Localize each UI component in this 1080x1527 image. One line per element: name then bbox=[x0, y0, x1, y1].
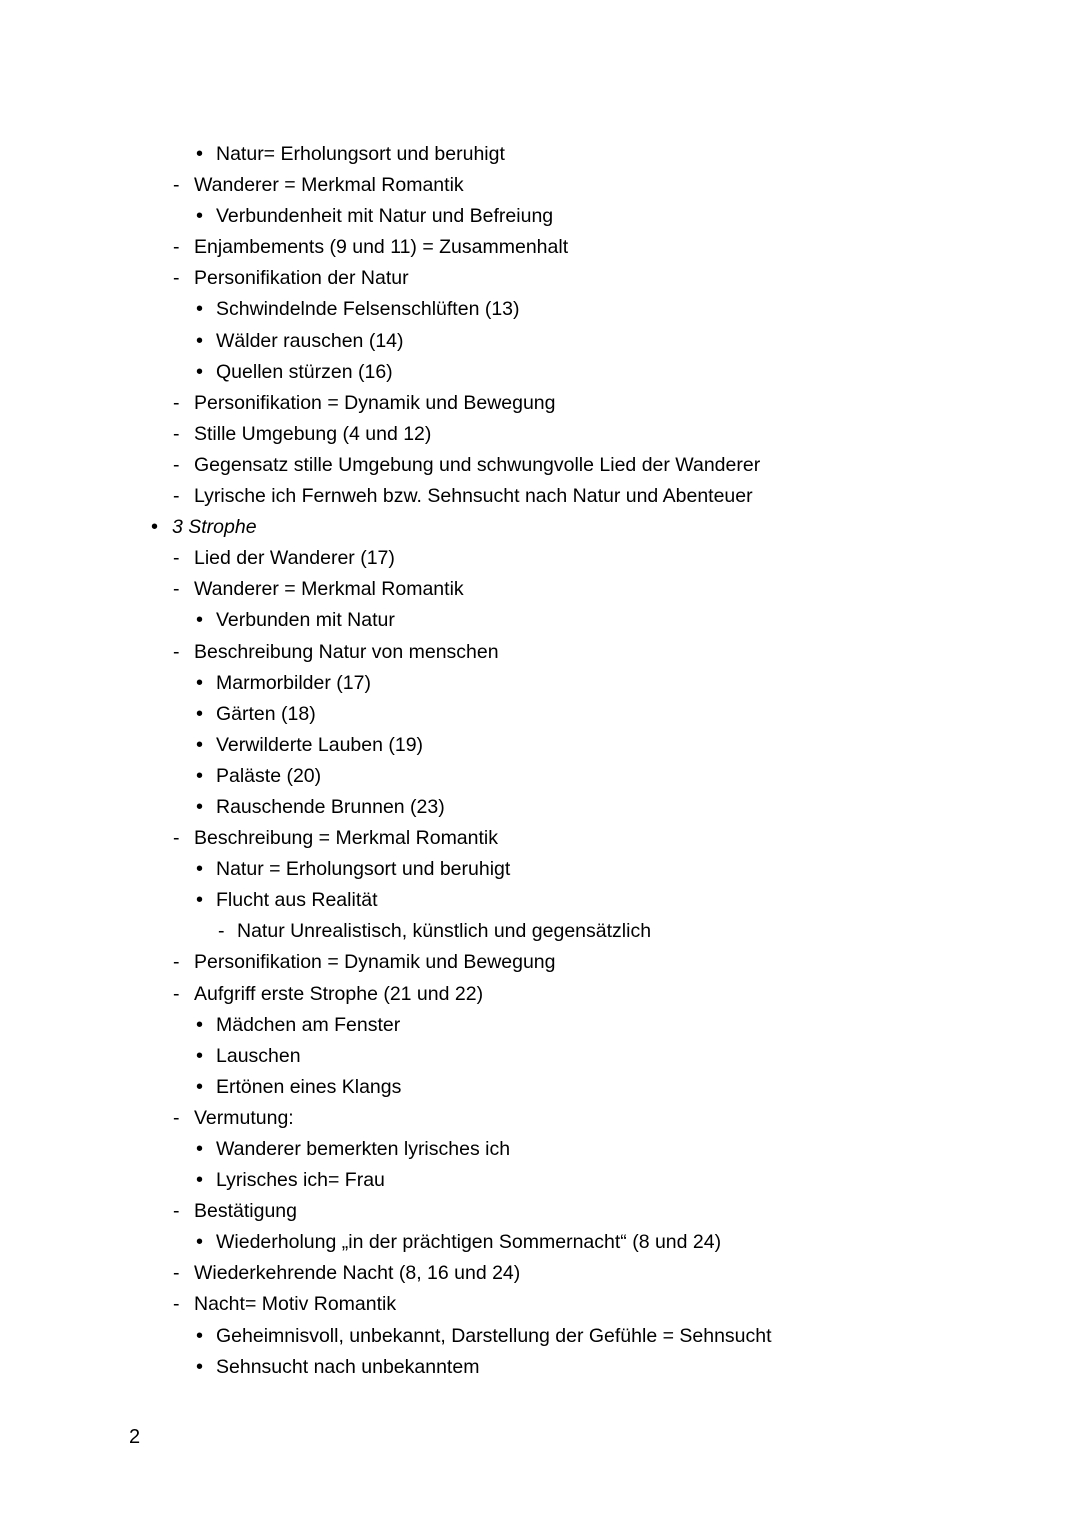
bullet-marker: • bbox=[196, 298, 204, 321]
outline-line bbox=[0, 543, 1080, 574]
dash-marker: - bbox=[173, 951, 180, 974]
outline-text: Wiederkehrende Nacht (8, 16 und 24) bbox=[194, 1262, 521, 1285]
bullet-marker: • bbox=[196, 1044, 204, 1067]
outline-text: Schwindelnde Felsenschlüften (13) bbox=[216, 298, 520, 321]
outline-text: Personifikation = Dynamik und Bewegung bbox=[194, 951, 556, 974]
outline-text: Bestätigung bbox=[194, 1200, 297, 1223]
outline-line bbox=[0, 1134, 1080, 1165]
outline-text: Enjambements (9 und 11) = Zusammenhalt bbox=[194, 236, 569, 259]
bullet-marker: • bbox=[196, 143, 204, 165]
bullet-marker: • bbox=[196, 733, 204, 756]
outline-line bbox=[0, 979, 1080, 1010]
dash-marker: - bbox=[173, 547, 180, 570]
outline-text: Wälder rauschen (14) bbox=[216, 329, 404, 352]
outline-text: Lied der Wanderer (17) bbox=[194, 547, 395, 570]
outline-text: Personifikation = Dynamik und Bewegung bbox=[194, 391, 556, 414]
outline-line bbox=[0, 854, 1080, 885]
outline-text: Personifikation der Natur bbox=[194, 267, 409, 290]
outline-line bbox=[0, 574, 1080, 605]
outline-text: Quellen stürzen (16) bbox=[216, 360, 393, 383]
dash-marker: - bbox=[173, 422, 180, 445]
outline-line bbox=[0, 232, 1080, 263]
outline-text: Flucht aus Realität bbox=[216, 889, 378, 912]
outline-line bbox=[0, 792, 1080, 823]
outline-line bbox=[0, 481, 1080, 512]
outline-line bbox=[0, 1258, 1080, 1289]
outline-line bbox=[0, 637, 1080, 668]
outline-line bbox=[0, 512, 1080, 543]
dash-marker: - bbox=[173, 453, 180, 476]
outline-line bbox=[0, 668, 1080, 699]
outline-text: Lyrisches ich= Frau bbox=[216, 1169, 385, 1192]
outline-text: Beschreibung Natur von menschen bbox=[194, 640, 499, 663]
outline-line bbox=[0, 885, 1080, 916]
outline-text: Aufgriff erste Strophe (21 und 22) bbox=[194, 982, 484, 1005]
dash-marker: - bbox=[173, 640, 180, 663]
outline-text: Sehnsucht nach unbekanntem bbox=[216, 1355, 480, 1378]
outline-text: Wiederholung „in der prächtigen Sommernacht“ (8 und 24) bbox=[216, 1231, 722, 1254]
page-number: 2 bbox=[129, 1426, 141, 1448]
outline-text: Natur= Erholungsort und beruhigt bbox=[216, 143, 505, 165]
outline-line bbox=[0, 170, 1080, 201]
outline-text: Verbundenheit mit Natur und Befreiung bbox=[216, 205, 554, 228]
bullet-marker: • bbox=[196, 1324, 204, 1347]
outline-line bbox=[0, 605, 1080, 636]
outline-text: Gärten (18) bbox=[216, 702, 316, 725]
dash-marker: - bbox=[173, 236, 180, 259]
bullet-marker: • bbox=[196, 609, 204, 632]
outline-text: Natur Unrealistisch, künstlich und gegensätzlich bbox=[237, 920, 652, 943]
outline-line bbox=[0, 450, 1080, 481]
outline-text: Verbunden mit Natur bbox=[216, 609, 395, 632]
outline-text: Mädchen am Fenster bbox=[216, 1013, 401, 1036]
outline-text: Gegensatz stille Umgebung und schwungvolle Lied der Wanderer bbox=[194, 453, 761, 476]
bullet-marker: • bbox=[196, 1075, 204, 1098]
outline-line bbox=[0, 294, 1080, 325]
outline-text: Verwilderte Lauben (19) bbox=[216, 733, 424, 756]
outline-text: Marmorbilder (17) bbox=[216, 671, 371, 694]
bullet-marker: • bbox=[196, 764, 204, 787]
outline-line bbox=[0, 357, 1080, 388]
outline-line bbox=[0, 699, 1080, 730]
dash-marker: - bbox=[173, 267, 180, 290]
outline-text: Nacht= Motiv Romantik bbox=[194, 1293, 397, 1316]
outline-line bbox=[0, 1196, 1080, 1227]
outline-line bbox=[0, 1072, 1080, 1103]
outline-line bbox=[0, 1165, 1080, 1196]
outline-line bbox=[0, 1289, 1080, 1320]
bullet-marker: • bbox=[196, 329, 204, 352]
section-heading: 3 Strophe bbox=[172, 516, 257, 539]
bullet-marker: • bbox=[196, 360, 204, 383]
bullet-marker: • bbox=[196, 702, 204, 725]
dash-marker: - bbox=[173, 174, 180, 197]
outline-line bbox=[0, 1227, 1080, 1258]
bullet-marker: • bbox=[151, 516, 159, 539]
outline-text: Paläste (20) bbox=[216, 764, 322, 787]
outline-text: Ertönen eines Klangs bbox=[216, 1075, 402, 1098]
outline-line bbox=[0, 139, 1080, 170]
outline-line bbox=[0, 388, 1080, 419]
outline-text: Rauschende Brunnen (23) bbox=[216, 795, 445, 818]
bullet-marker: • bbox=[196, 205, 204, 228]
outline-line bbox=[0, 730, 1080, 761]
dash-marker: - bbox=[173, 391, 180, 414]
outline-line bbox=[0, 201, 1080, 232]
dash-marker: - bbox=[173, 982, 180, 1005]
outline-line bbox=[0, 326, 1080, 357]
notes-outline bbox=[0, 139, 1080, 1383]
outline-text: Lauschen bbox=[216, 1044, 301, 1067]
dash-marker: - bbox=[173, 485, 180, 508]
outline-line bbox=[0, 263, 1080, 294]
outline-line bbox=[0, 419, 1080, 450]
dash-marker: - bbox=[173, 1262, 180, 1285]
outline-line bbox=[0, 947, 1080, 978]
outline-text: Geheimnisvoll, unbekannt, Darstellung der Gefühle = Sehnsucht bbox=[216, 1324, 772, 1347]
bullet-marker: • bbox=[196, 858, 204, 881]
bullet-marker: • bbox=[196, 1231, 204, 1254]
outline-text: Wanderer = Merkmal Romantik bbox=[194, 174, 464, 197]
outline-line bbox=[0, 823, 1080, 854]
outline-line bbox=[0, 916, 1080, 947]
outline-text: Vermutung: bbox=[194, 1106, 294, 1129]
outline-line bbox=[0, 1041, 1080, 1072]
dash-marker: - bbox=[173, 1106, 180, 1129]
outline-text: Wanderer = Merkmal Romantik bbox=[194, 578, 464, 601]
bullet-marker: • bbox=[196, 1138, 204, 1160]
outline-line bbox=[0, 761, 1080, 792]
outline-line bbox=[0, 1010, 1080, 1041]
dash-marker: - bbox=[218, 920, 225, 943]
bullet-marker: • bbox=[196, 1169, 204, 1192]
outline-text: Natur = Erholungsort und beruhigt bbox=[216, 858, 511, 881]
bullet-marker: • bbox=[196, 1013, 204, 1036]
bullet-marker: • bbox=[196, 889, 204, 912]
dash-marker: - bbox=[173, 578, 180, 601]
bullet-marker: • bbox=[196, 1355, 204, 1378]
outline-line bbox=[0, 1352, 1080, 1383]
outline-line bbox=[0, 1103, 1080, 1134]
dash-marker: - bbox=[173, 827, 180, 850]
outline-line bbox=[0, 1321, 1080, 1352]
dash-marker: - bbox=[173, 1293, 180, 1316]
outline-text: Beschreibung = Merkmal Romantik bbox=[194, 827, 499, 850]
bullet-marker: • bbox=[196, 795, 204, 818]
outline-text: Stille Umgebung (4 und 12) bbox=[194, 422, 432, 445]
outline-text: Lyrische ich Fernweh bzw. Sehnsucht nach Natur und Abenteuer bbox=[194, 485, 753, 508]
outline-text: Wanderer bemerkten lyrisches ich bbox=[216, 1138, 511, 1160]
dash-marker: - bbox=[173, 1200, 180, 1223]
bullet-marker: • bbox=[196, 671, 204, 694]
